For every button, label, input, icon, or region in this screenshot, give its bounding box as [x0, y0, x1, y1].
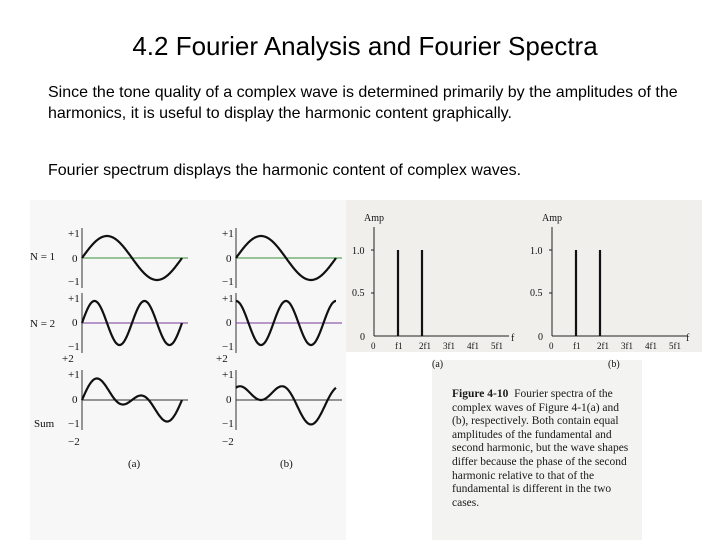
spectrum-b-ylabel: Amp — [542, 213, 562, 224]
tick-label: +2 — [216, 353, 228, 365]
spectrum-b-label: (b) — [608, 359, 620, 370]
tick-label: 0 — [72, 317, 78, 329]
spectrum-tick-label: 2f1 — [597, 341, 609, 351]
spectrum-tick-label: f1 — [395, 341, 403, 351]
figure-caption-text: Fourier spectra of the complex waves of Figure 4-1(a) and (b), respectively. Both contain equal amplitudes of the fundamental and second harmonic, but the wave shapes differ because the phase of the second harmonic relative to that of the fundamental is different in the two cases. — [452, 388, 629, 509]
panel-label-a: (a) — [128, 458, 141, 470]
tick-label: +1 — [222, 228, 234, 240]
row-label-n1: N = 1 — [30, 251, 56, 263]
waveform-curve-sum — [236, 386, 336, 424]
spectrum-tick-label: 4f1 — [467, 341, 479, 351]
spectrum-b-xlabel: f — [686, 333, 690, 344]
tick-label: +1 — [68, 293, 80, 305]
spectrum-tick-label: 5f1 — [491, 341, 503, 351]
tick-label: +1 — [68, 369, 80, 381]
spectrum-tick-label: 0 — [371, 341, 376, 351]
spectrum-a-tick-10: 1.0 — [352, 246, 365, 257]
spectrum-paragraph: Fourier spectrum displays the harmonic content of complex waves. — [48, 162, 522, 179]
spectrum-tick-label: 3f1 — [621, 341, 633, 351]
tick-label: +1 — [68, 228, 80, 240]
spectrum-b-tick-10: 1.0 — [530, 246, 543, 257]
spectrum-tick-label: 2f1 — [419, 341, 431, 351]
waveform-figure — [30, 205, 346, 475]
spectrum-b-tick-0: 0 — [538, 332, 543, 343]
tick-label: −1 — [68, 276, 80, 288]
row-label-n2: N = 2 — [30, 318, 56, 330]
tick-label: −1 — [222, 341, 234, 353]
figure-number: Figure 4-10 — [452, 388, 509, 400]
tick-label: 0 — [72, 253, 78, 265]
spectrum-a-ylabel: Amp — [364, 213, 384, 224]
tick-label: +2 — [62, 353, 74, 365]
row-label-sum: Sum — [34, 418, 55, 430]
spectrum-tick-label: 3f1 — [443, 341, 455, 351]
tick-label: −1 — [222, 276, 234, 288]
spectrum-tick-label: 4f1 — [645, 341, 657, 351]
tick-label: −1 — [68, 418, 80, 430]
spectrum-a-tick-0: 0 — [360, 332, 365, 343]
tick-label: −1 — [68, 341, 80, 353]
tick-label: −2 — [68, 436, 80, 448]
spectrum-tick-label: f1 — [573, 341, 581, 351]
tick-label: 0 — [226, 253, 232, 265]
tick-label: −2 — [222, 436, 234, 448]
spectrum-figure — [346, 205, 702, 375]
spectrum-tick-label: 5f1 — [669, 341, 681, 351]
spectrum-layer — [371, 227, 687, 351]
tick-label: 0 — [72, 394, 78, 406]
spectrum-b-tick-05: 0.5 — [530, 288, 543, 299]
tick-label: −1 — [222, 418, 234, 430]
spectrum-a-tick-05: 0.5 — [352, 288, 365, 299]
panel-label-b: (b) — [280, 458, 293, 470]
intro-paragraph: Since the tone quality of a complex wave is determined primarily by the amplitudes of the harmonics, it is useful to display the harmonic content graphically. — [48, 84, 678, 122]
figure-caption — [452, 388, 632, 510]
slide-title: 4.2 Fourier Analysis and Fourier Spectra — [132, 31, 598, 61]
waveform-layer — [82, 228, 342, 430]
tick-label: +1 — [222, 369, 234, 381]
tick-label: 0 — [226, 394, 232, 406]
spectrum-a-label: (a) — [432, 359, 444, 370]
tick-label: 0 — [226, 317, 232, 329]
spectrum-tick-label: 0 — [549, 341, 554, 351]
tick-label: +1 — [222, 293, 234, 305]
spectrum-a-xlabel: f — [511, 333, 515, 344]
